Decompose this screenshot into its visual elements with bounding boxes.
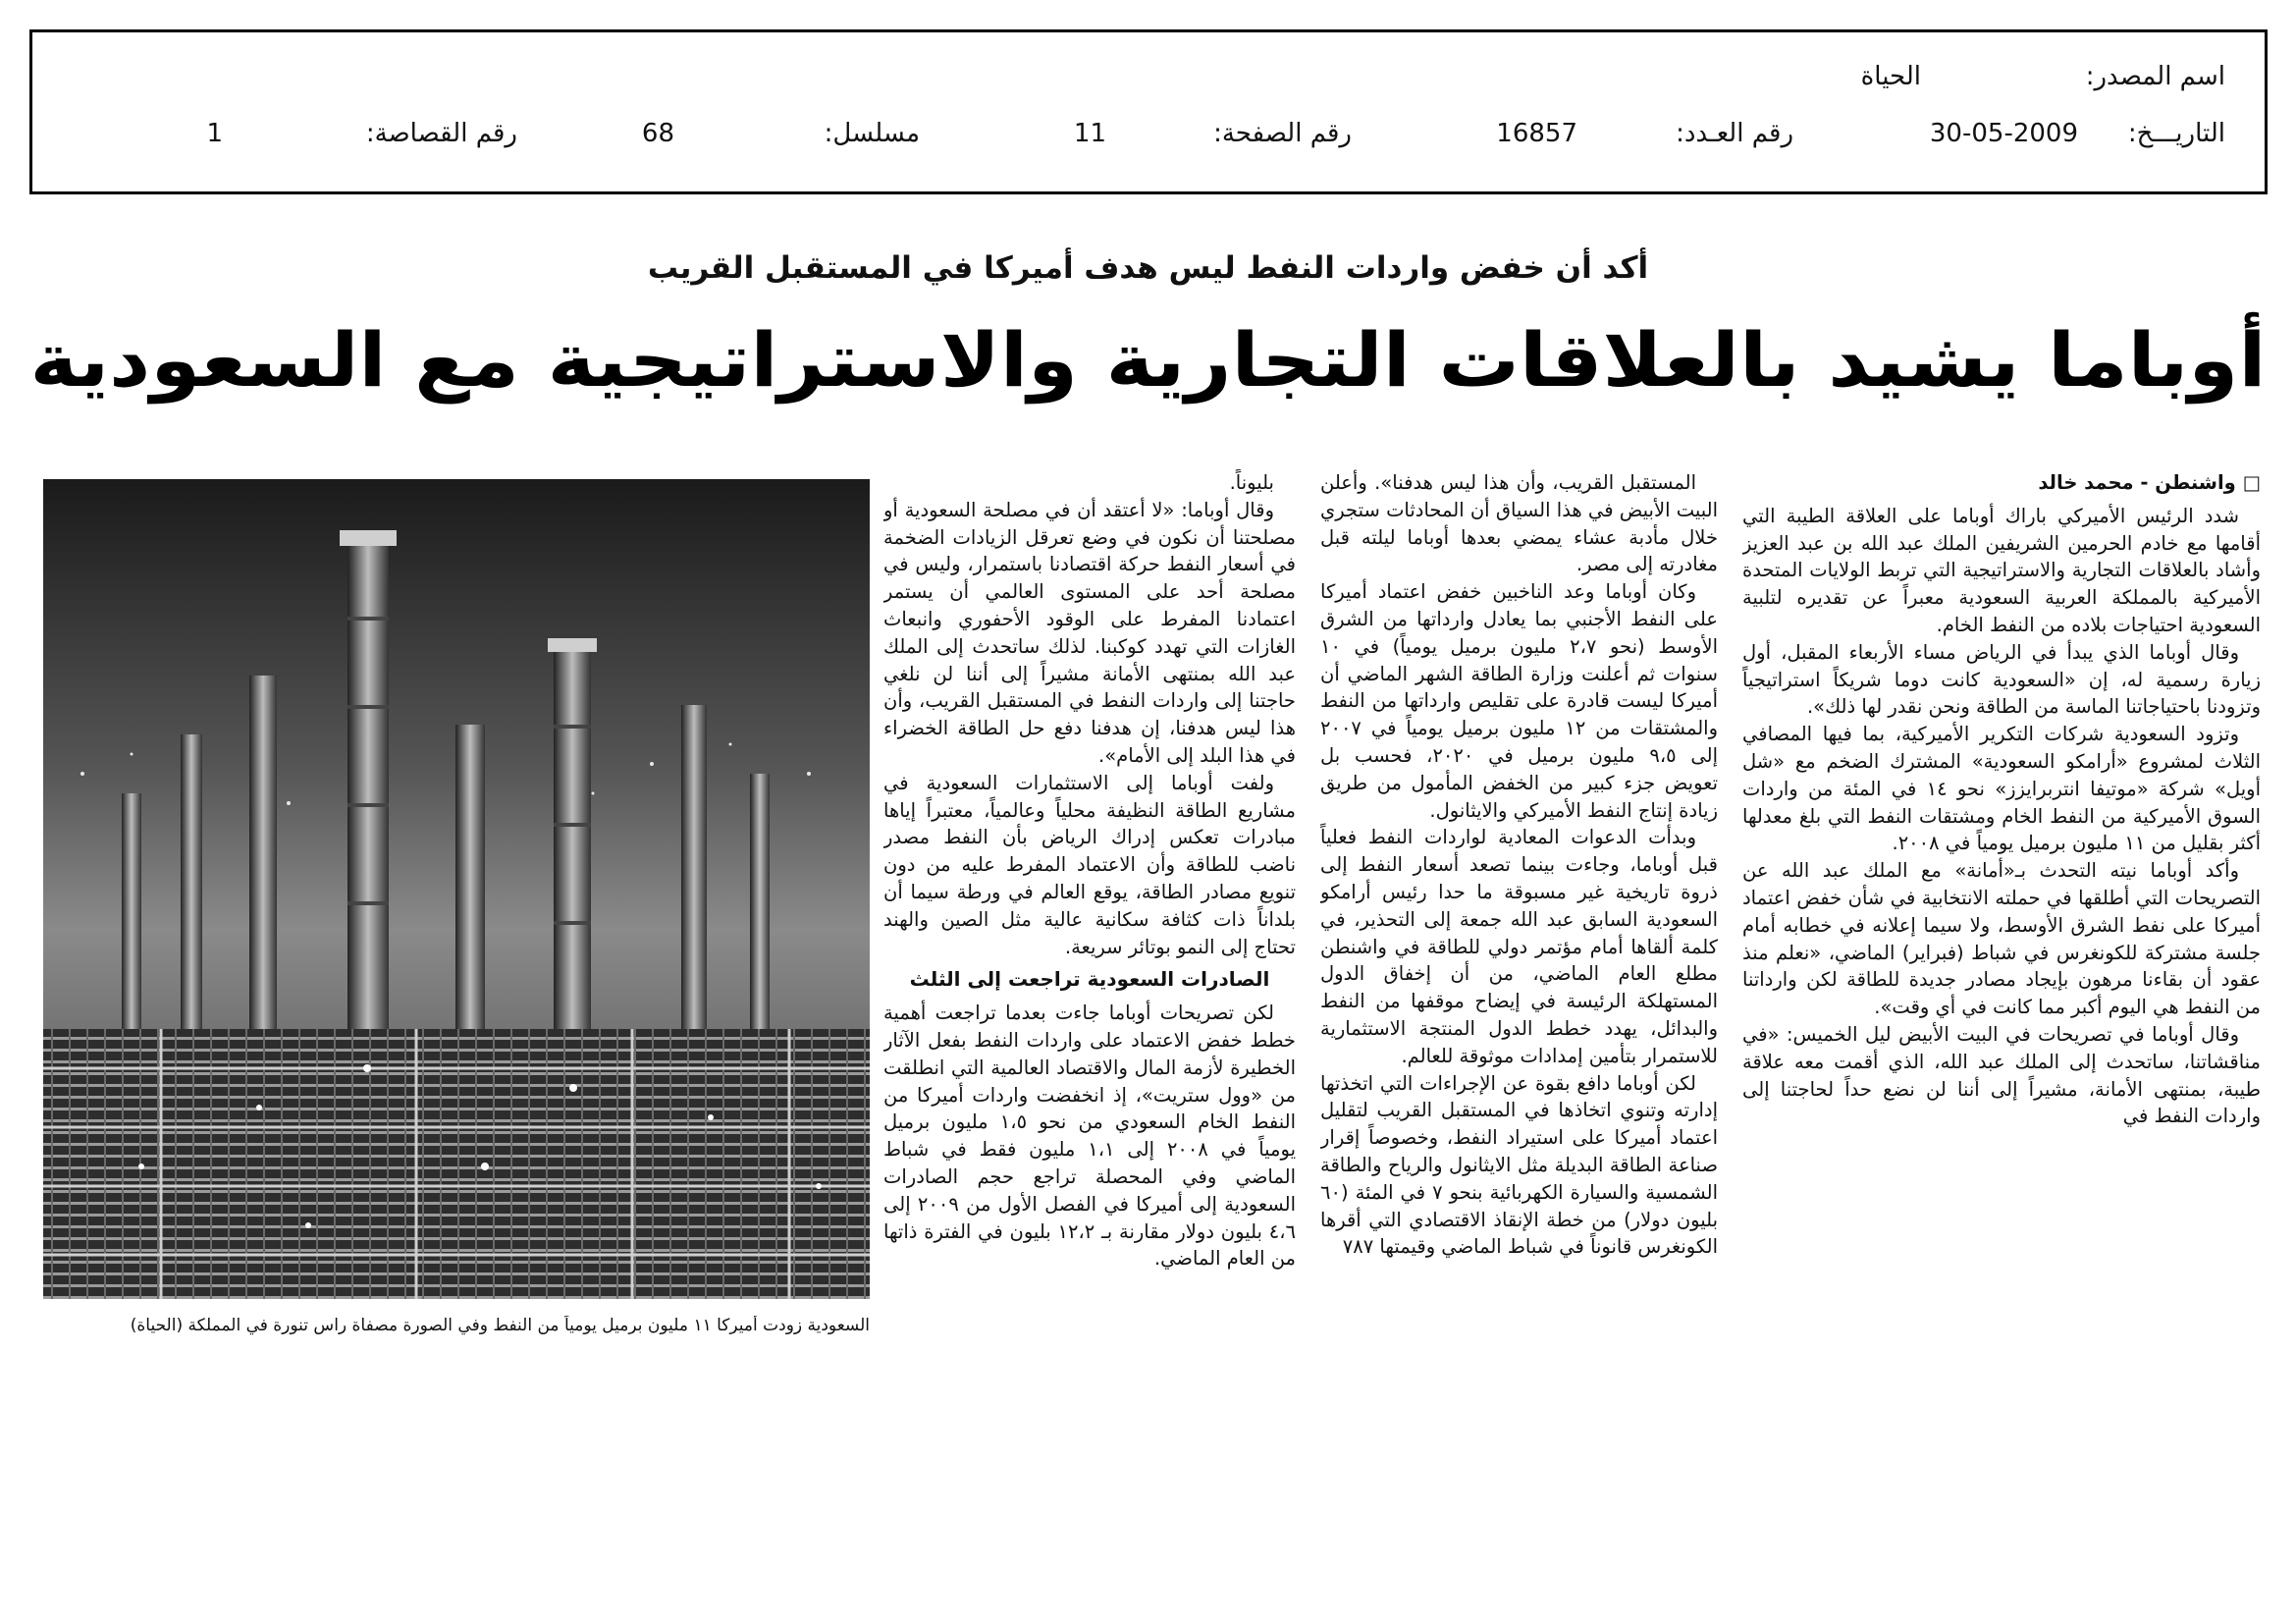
paragraph: وتزود السعودية شركات التكرير الأميركية، بما فيها المصافي الثلاث لمشروع «أرامكو السعودية» المشترك الضخم مع «شل أويل» شركة «موتيفا انتربرايزز» نحو ١٤ في المئة من واردات السوق الأميركية من النفط الخام ومشتقات النفط التي بلغ معدلها أكثر بقليل من ١١ مليون برميل يومياً في ٢٠٠٨.	[1742, 723, 2261, 855]
source-label: اسم المصدر:	[2085, 62, 2225, 91]
article-column-2	[1320, 469, 1718, 1368]
paragraph: شدد الرئيس الأميركي باراك أوباما على العلاقة الطيبة التي أقامها مع خادم الحرمين الشريفين الملك عبد الله بن عبد العزيز وأشاد بالعلاقات التجارية والاستراتيجية التي تربط الولايات المتحدة الأميركية بالمملكة العربية السعودية معبراً عن تقديره لتلبية السعودية احتياجات بلاده من النفط الخام.	[1742, 504, 2261, 636]
paragraph: وقال أوباما الذي يبدأ في الرياض مساء الأربعاء المقبل، أول زيارة رسمية له، إن «السعودية كانت دوما شريكاً استراتيجياً وتزودنا باحتياجاتنا الماسة من الطاقة ونحن نقدر لها ذلك».	[1742, 640, 2261, 719]
date-label: التاريـــخ:	[2127, 119, 2225, 148]
refinery-illustration	[43, 479, 870, 1299]
serial-value: 68	[641, 119, 674, 148]
metadata-box	[29, 29, 2268, 194]
issue-label: رقم العـدد:	[1676, 119, 1793, 148]
clip-value: 1	[206, 119, 223, 148]
clip-label: رقم القصاصة:	[365, 119, 517, 148]
paragraph: ولفت أوباما إلى الاستثمارات السعودية في مشاريع الطاقة النظيفة محلياً وعالمياً، معتبراً إياها مبادرات تعكس إدراك الرياض بأن النفط مصدر ناضب للطاقة وأن الاعتماد المفرط عليه من دون تنويع مصادر الطاقة، يوقع العالم في ورطة سيما أن بلداناً ذات كثافة سكانية عالية مثل الصين والهند تحتاج إلى النمو بوتائر سريعة.	[883, 771, 1296, 958]
paragraph: المستقبل القريب، وأن هذا ليس هدفنا». وأعلن البيت الأبيض في هذا السياق أن المحادثات ستجري خلال مأدبة عشاء يمضي بعدها أوباما ليلته قبل مغادرته إلى مصر.	[1320, 471, 1718, 576]
article-column-3	[883, 469, 1296, 1368]
article-headline: أوباما يشيد بالعلاقات التجارية والاستراتيجية مع السعودية	[29, 316, 2267, 404]
paragraph: وبدأت الدعوات المعادية لواردات النفط فعلياً قبل أوباما، وجاءت بينما تصعد أسعار النفط إلى ذروة تاريخية غير مسبوقة ما حدا رئيس أرامكو السعودية السابق عبد الله جمعة إلى التحذير، في كلمة ألقاها أمام مؤتمر دولي للطاقة في واشنطن مطلع العام الماضي، من أن إخفاق الدول المستهلكة الرئيسة في إيضاح موقفها من النفط والبدائل، يهدد خطط الدول المنتجة الاستثمارية للاستمرار بتأمين إمدادات موثوقة للعالم.	[1320, 826, 1718, 1067]
paragraph: وكان أوباما وعد الناخبين خفض اعتماد أميركا على النفط الأجنبي بما يعادل وارداتها من الشرق الأوسط (نحو ٢،٧ مليون برميل يومياً) في ١٠ سنوات ثم أعلنت وزارة الطاقة الشهر الماضي أن أميركا ليست قادرة على تقليص وارداتها من النفط والمشتقات من ١٢ مليون برميل يومياً في ٢٠٠٧ إلى ٩،٥ مليون برميل في ٢٠٢٠، فحسب بل تعويض جزء كبير من الخفض المأمول من طريق زيادة إنتاج النفط الأميركي والايثانول.	[1320, 580, 1718, 822]
paragraph: بليوناً.	[1229, 471, 1274, 494]
paragraph: وقال أوباما: «لا أعتقد أن في مصلحة السعودية أو مصلحتنا أن نكون في وضع تعرقل الزيادات الضخمة في أسعار النفط حركة اقتصادنا باستمرار، وليس في مصلحة أحد على المستوى العالمي أن يستمر اعتمادنا المفرط على الوقود الأحفوري وانبعاث الغازات التي تهدد كوكبنا. لذلك ساتحدث إلى الملك عبد الله بمنتهى الأمانة مشيراً إلى أننا لن نلغي حاجتنا إلى واردات النفط في المستقبل القريب، وأن هذا ليس هدفنا، إن هدفنا دفع حل الطاقة الخضراء في هذا البلد إلى الأمام».	[883, 498, 1296, 767]
refinery-photo	[43, 479, 870, 1299]
article-column-1	[1742, 469, 2261, 1368]
metadata-row-source	[72, 62, 2225, 101]
source-value: الحياة	[1860, 62, 1921, 91]
photo-caption: السعودية زودت أميركا ١١ مليون برميل يومياً من النفط وفي الصورة مصفاة راس تنورة في المملكة (الحياة)	[130, 1316, 870, 1335]
section-subhead: الصادرات السعودية تراجعت إلى الثلث	[909, 967, 1270, 992]
issue-value: 16857	[1496, 119, 1577, 148]
page-value: 11	[1073, 119, 1106, 148]
metadata-row-details	[72, 119, 2225, 158]
byline: □ واشنطن - محمد خالد	[2038, 471, 2261, 494]
paragraph: لكن تصريحات أوباما جاءت بعدما تراجعت أهمية خطط خفض الاعتماد على واردات النفط بفعل الآثار الخطيرة لأزمة المال والاقتصاد العالمية التي انطلقت من «وول ستريت»، إذ انخفضت واردات أميركا من النفط الخام السعودي من نحو ١،٥ مليون برميل يومياً في ٢٠٠٨ إلى ١،١ مليون فقط في شباط الماضي وفي المحصلة تراجع حجم الصادرات السعودية إلى أميركا في الفصل الأول من ٢٠٠٩ إلى ٤،٦ بليون دولار مقارنة بـ ١٢،٢ بليون في الفترة ذاتها من العام الماضي.	[883, 1001, 1296, 1271]
paragraph: لكن أوباما دافع بقوة عن الإجراءات التي اتخذتها إدارته وتنوي اتخاذها في المستقبل القريب لتقليل اعتماد أميركا على استيراد النفط، وخصوصاً إقرار صناعة الطاقة البديلة مثل الايثانول والرياح والطاقة الشمسية والسيارة الكهربائية بنحو ٧ في المئة (٦٠ بليون دولار) من خطة الإنقاذ الاقتصادي التي أقرها الكونغرس قانوناً في شباط الماضي وقيمتها ٧٨٧	[1320, 1071, 1718, 1259]
paragraph: وأكد أوباما نيته التحدث بـ«أمانة» مع الملك عبد الله عن التصريحات التي أطلقها في حملته الانتخابية في شأن خفض اعتماد أميركا على نفط الشرق الأوسط، ولا سيما إعلانه في خطابه أمام جلسة مشتركة للكونغرس في شباط (فبراير) الماضي، «نعلم منذ عقود أن بقاءنا مرهون بإيجاد مصادر جديدة للطاقة لكن وارداتنا من النفط هي اليوم أكبر مما كانت في أي وقت».	[1742, 859, 2261, 1019]
article-kicker: أكد أن خفض واردات النفط ليس هدف أميركا في المستقبل القريب	[647, 250, 1649, 286]
serial-label: مسلسل:	[824, 119, 920, 148]
page-label: رقم الصفحة:	[1213, 119, 1352, 148]
date-value: 30-05-2009	[1929, 119, 2078, 148]
paragraph: وقال أوباما في تصريحات في البيت الأبيض ليل الخميس: «في مناقشاتنا، ساتحدث إلى الملك عبد الله، الذي أقمت معه علاقة طيبة، بمنتهى الأمانة، مشيراً إلى أننا لن نضع حداً لحاجتنا إلى واردات النفط في	[1742, 1022, 2261, 1128]
